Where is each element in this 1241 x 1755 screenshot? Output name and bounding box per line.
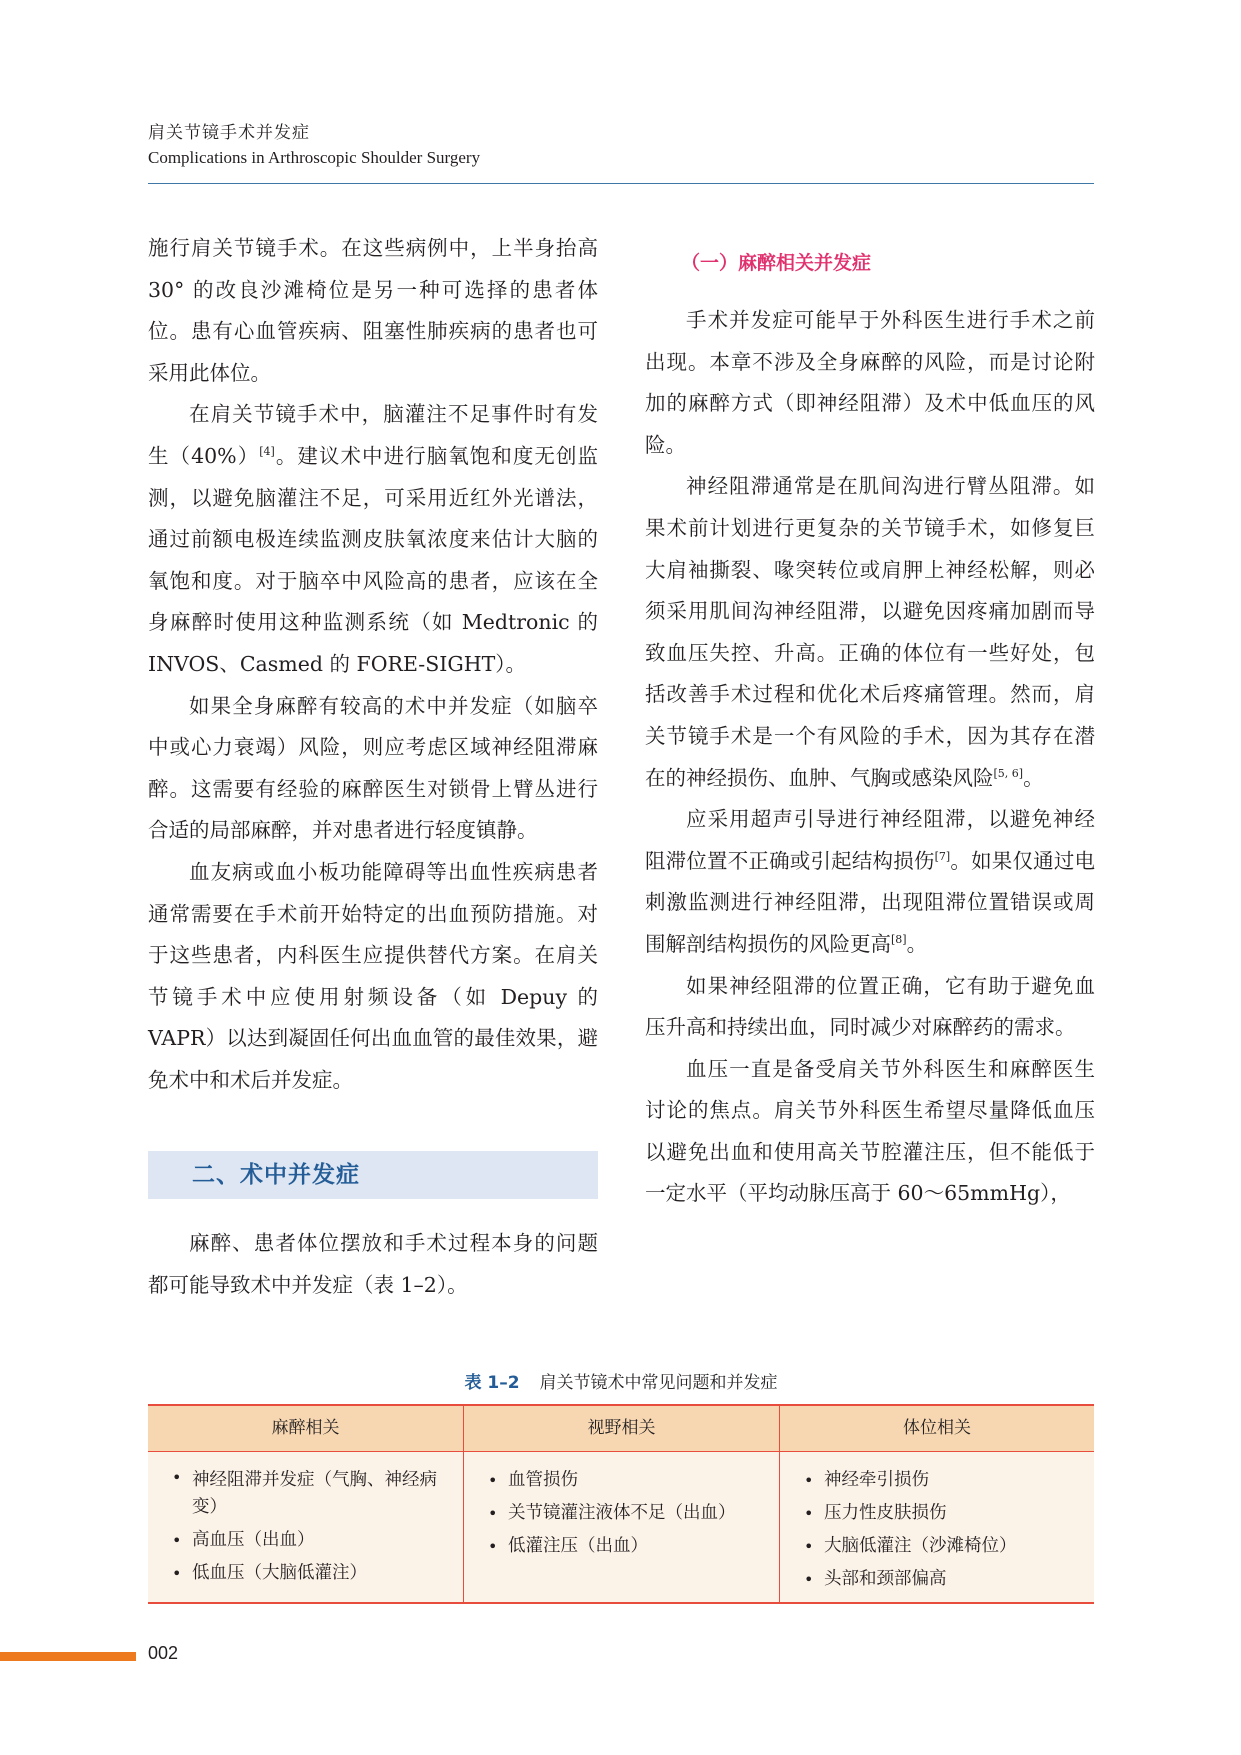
left-column	[148, 228, 598, 1307]
running-header-title: 肩关节镜手术并发症	[148, 123, 310, 143]
page-number: 002	[148, 1643, 179, 1663]
paragraph: 手术并发症可能早于外科医生进行手术之前出现。本章不涉及全身麻醉的风险，而是讨论附加的麻醉方式（即神经阻滞）及术中低血压的风险。	[645, 308, 1095, 457]
list-item: • 神经阻滞并发症（气胸、神经病变）	[172, 1464, 442, 1524]
subsection-heading: （一）麻醉相关并发症	[681, 252, 872, 274]
list-item: • 血管损伤	[488, 1464, 779, 1497]
list-item: • 神经牵引损伤	[804, 1464, 1094, 1497]
running-header-subtitle: Complications in Arthroscopic Shoulder Surgery	[148, 148, 481, 167]
citation-ref: [7]	[934, 849, 951, 863]
paragraph	[645, 466, 1095, 799]
table-header-row	[148, 1406, 1094, 1452]
table-cell	[464, 1452, 780, 1602]
table-header-cell: 视野相关	[464, 1406, 780, 1451]
paragraph-text: 。建议术中进行脑氧饱和度无创监测，以避免脑灌注不足，可采用近红外光谱法，通过前额电极连续监测皮肤氧浓度来估计大脑的氧饱和度。对于脑卒中风险高的患者，应该在全身麻醉时使用这种监测系统（如 Medtronic 的 INVOS、Casmed 的 FORE-SIGHT）。	[148, 443, 598, 676]
citation-ref: [8]	[891, 932, 907, 946]
header-divider	[148, 183, 1094, 184]
right-column	[645, 228, 1095, 1215]
list-item: • 大脑低灌注（沙滩椅位）	[804, 1530, 1094, 1563]
paragraph-text: 应采用超声引导进行神经阻滞，以避免神经阻滞位置不正确或引起结构损伤	[645, 807, 1095, 873]
section-heading	[148, 1151, 598, 1199]
footer-accent-bar	[0, 1652, 136, 1661]
citation-ref: [4]	[259, 444, 275, 458]
list-item: • 压力性皮肤损伤	[804, 1497, 1094, 1530]
table-title: 肩关节镜术中常见问题和并发症	[539, 1373, 778, 1393]
list-item: • 关节镜灌注液体不足（出血）	[488, 1497, 779, 1530]
section-heading-text: 二、术中并发症	[192, 1161, 360, 1188]
paragraph-text: 。	[906, 931, 928, 956]
table-caption	[148, 1368, 1094, 1393]
table-header-cell: 体位相关	[903, 1418, 971, 1438]
paragraph-text: 神经阻滞通常是在肌间沟进行臂丛阻滞。如果术前计划进行更复杂的关节镜手术，如修复巨大肩袖撕裂、喙突转位或肩胛上神经松解，则必须采用肌间沟神经阻滞，以避免因疼痛加剧而导致血压失控、升高。正确的体位有一些好处，包括改善手术过程和优化术后疼痛管理。然而，肩关节镜手术是一个有风险的手术，因为其存在潜在的神经损伤、血肿、气胸或感染风险	[645, 474, 1095, 790]
table-cell	[780, 1452, 1094, 1602]
list-item: • 低灌注压（出血）	[488, 1530, 779, 1563]
complications-table	[148, 1404, 1094, 1604]
table-cell	[148, 1452, 464, 1602]
paragraph: 麻醉、患者体位摆放和手术过程本身的问题都可能导致术中并发症（表 1–2）。	[148, 1231, 598, 1298]
paragraph: 血压一直是备受肩关节外科医生和麻醉医生讨论的焦点。肩关节外科医生希望尽量降低血压以避免出血和使用高关节腔灌注压，但不能低于一定水平（平均动脉压高于 60～65mmHg），	[645, 1056, 1095, 1206]
paragraph	[645, 799, 1095, 965]
paragraph: 施行肩关节镜手术。在这些病例中，上半身抬高 30° 的改良沙滩椅位是另一种可选择的患者体位。患有心血管疾病、阻塞性肺疾病的患者也可采用此体位。	[148, 236, 598, 385]
paragraph-text: 。	[1023, 765, 1044, 790]
table-body-row	[148, 1452, 1094, 1602]
list-item: • 头部和颈部偏高	[804, 1563, 1094, 1596]
paragraph: 如果全身麻醉有较高的术中并发症（如脑卒中或心力衰竭）风险，则应考虑区域神经阻滞麻醉。这需要有经验的麻醉医生对锁骨上臂丛进行合适的局部麻醉，并对患者进行轻度镇静。	[148, 693, 598, 843]
paragraph-text: 在肩关节镜手术中，脑灌注不足事件时有发生（40%）	[148, 402, 598, 468]
table-number: 表 1–2	[464, 1373, 520, 1393]
paragraph	[148, 394, 598, 685]
list-item: • 低血压（大脑低灌注）	[172, 1557, 463, 1590]
paragraph: 如果神经阻滞的位置正确，它有助于避免血压升高和持续出血，同时减少对麻醉药的需求。	[645, 973, 1095, 1040]
paragraph-text: 。如果仅通过电刺激监测进行神经阻滞，出现阻滞位置错误或周围解剖结构损伤的风险更高	[645, 848, 1096, 956]
citation-ref: [5, 6]	[993, 766, 1024, 780]
table-header-cell: 麻醉相关	[148, 1406, 464, 1451]
paragraph: 血友病或血小板功能障碍等出血性疾病患者通常需要在手术前开始特定的出血预防措施。对于这些患者，内科医生应提供替代方案。在肩关节镜手术中应使用射频设备（如 Depuy 的 VAPR）以达到凝固任何出血血管的最佳效果，避免术中和术后并发症。	[148, 859, 598, 1092]
list-item: • 高血压（出血）	[172, 1524, 463, 1557]
